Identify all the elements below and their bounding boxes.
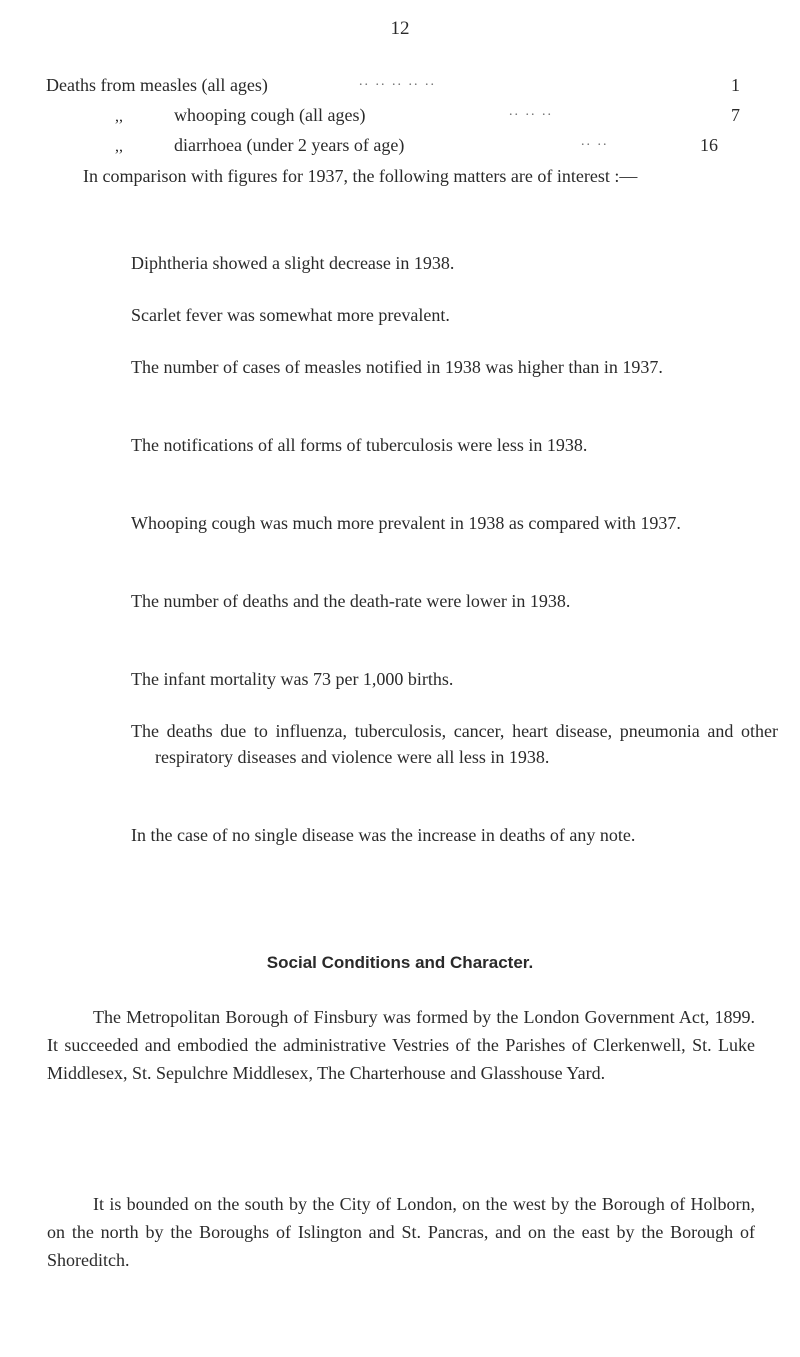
- ditto-mark: ,,: [115, 138, 123, 155]
- finding-no-increase: In the case of no single disease was the increase in deaths of any note.: [131, 825, 636, 845]
- death-statistics: [46, 70, 746, 160]
- borough-boundaries-paragraph: It is bounded on the south by the City of London, on the west by the Borough of Holborn, on the north by the Boroughs of Islington and St. Pancras, and on the east by the Borough of Shoreditch.: [47, 1194, 755, 1270]
- finding-whooping-cough: Whooping cough was much more prevalent in 1938 as compared with 1937.: [131, 513, 681, 533]
- finding-diphtheria: Diphtheria showed a slight decrease in 1938.: [131, 253, 455, 273]
- stat-row-measles: [46, 70, 746, 100]
- stat-label: diarrhoea (under 2 years of age): [174, 135, 405, 155]
- intro-paragraph: In comparison with figures for 1937, the following matters are of interest :—: [83, 166, 638, 186]
- stat-value: 7: [731, 105, 740, 125]
- page-number: 12: [390, 18, 410, 39]
- dot-leaders: .. .. .. .. ..: [359, 74, 436, 89]
- ditto-mark: ,,: [115, 108, 123, 125]
- section-heading: Social Conditions and Character.: [266, 953, 534, 972]
- finding-measles: The number of cases of measles notified in 1938 was higher than in 1937.: [131, 357, 663, 377]
- finding-deaths: The number of deaths and the death-rate were lower in 1938.: [131, 591, 571, 611]
- dot-leaders: .. .. ..: [509, 104, 553, 119]
- stat-value: 1: [731, 75, 740, 95]
- stat-label: Deaths from measles (all ages): [46, 75, 268, 95]
- finding-infant-mortality: The infant mortality was 73 per 1,000 births.: [131, 669, 454, 689]
- borough-formation-paragraph: The Metropolitan Borough of Finsbury was formed by the London Government Act, 1899. It succeeded and embodied the administrative Vestries of the Parishes of Clerkenwell, St. Luke Middlesex, St. Sepulchre Middlesex, The Charterhouse and Glasshouse Yard.: [47, 1007, 755, 1083]
- finding-deaths-by-cause: The deaths due to influenza, tuberculosis, cancer, heart disease, pneumonia and other respiratory diseases and violence were all less in 1938.: [131, 721, 778, 767]
- stat-row-diarrhoea: [46, 130, 746, 160]
- finding-tuberculosis: The notifications of all forms of tuberculosis were less in 1938.: [131, 435, 588, 455]
- finding-scarlet-fever: Scarlet fever was somewhat more prevalent.: [131, 305, 450, 325]
- dot-leaders: .. ..: [581, 134, 609, 149]
- stat-row-whooping-cough: [46, 100, 746, 130]
- stat-value: 16: [700, 135, 718, 155]
- stat-label: whooping cough (all ages): [174, 105, 366, 125]
